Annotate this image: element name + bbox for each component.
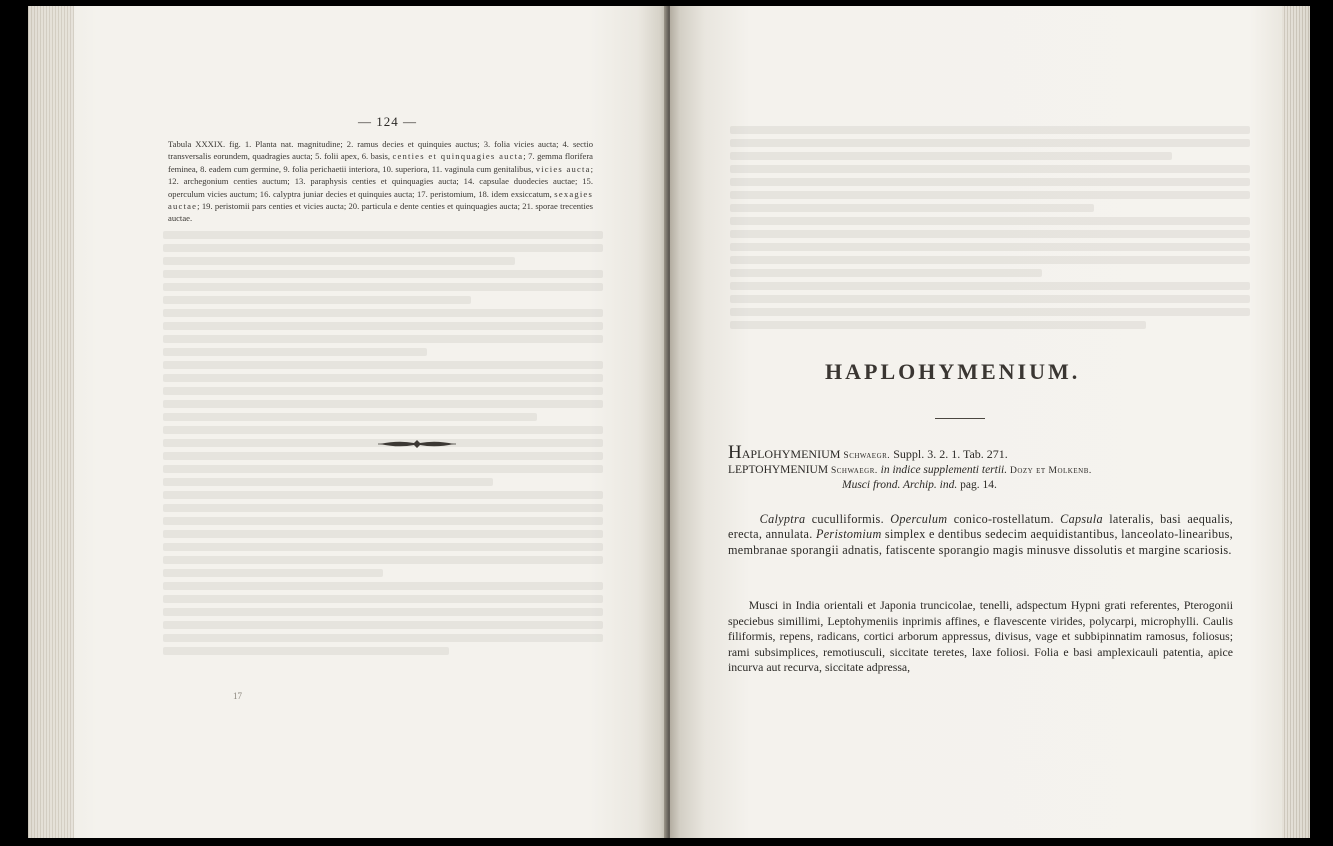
genus-description: Calyptra cuculliformis. Operculum conico-rostellatum. Capsula lateralis, basi aequalis, erecta, annulata. Peristomium simplex e dentibus sedecim aequidistantibus, lanceolato-linearibus, membranae sporangii adnatis, fatiscente sporangio magis minusve dissolutis et margine scariosis. (728, 512, 1233, 557)
page-number: — 124 — (358, 114, 417, 129)
page-edges-left (28, 6, 74, 838)
synonym-line: LEPTOHYMENIUM Schwaegr. in indice supplementi tertii. Dozy et Molkenb. (728, 464, 1092, 476)
nomenclature-entry (728, 442, 1238, 492)
signature-mark: 17 (233, 691, 242, 701)
genus-line: HAPLOHYMENIUM Schwaegr. Suppl. 3. 2. 1. Tab. 271. (728, 442, 1008, 463)
right-page (670, 6, 1310, 838)
genus-body-text: Musci in India orientali et Japonia truncicolae, tenelli, adspectum Hypni grati referentes, Pterogonii speciebus simillimi, Leptohymeniis inprimis affines, e flavescente virides, polycarpi, microphylli. Caulis filiformis, repens, radicans, cortici arborum appressus, divisus, vage et subbipinnatim ramosus, foliosus; rami subsimplices, remotiusculi, siccitate teretes, laxe foliosi. Folia e basi amplexicauli patentia, apice incurva aut recurva, siccitate adpressa, (728, 598, 1234, 675)
left-page (28, 6, 668, 838)
genus-title: HAPLOHYMENIUM. (825, 359, 1081, 384)
page-edges-right (1282, 6, 1310, 838)
reference-line: Musci frond. Archip. ind. pag. 14. (842, 479, 997, 491)
title-rule (935, 418, 985, 419)
show-through-text (730, 126, 1250, 334)
plate-caption: Tabula XXXIX. fig. 1. Planta nat. magnitudine; 2. ramus decies et quinquies auctus; 3. folia vicies aucta; 4. sectio transversalis eorundem, quadragies aucta; 5. folii apex, 6. basis, centies et quinquagies aucta; 7. gemma florifera feminea, 8. eadem cum germine, 9. folia perichaetii interiora, 10. superiora, 11. vaginula cum genitalibus, vicies aucta; 12. archegonium centies auctum; 13. paraphysis centies et quinquagies aucta; 14. capsulae duodecies auctae; 15. operculum vicies auctum; 16. calyptra juniar decies et quinquies aucta; 17. peristomium, 18. idem exsiccatum, sexagies auctae; 19. peristomii pars centies et vicies aucta; 20. particula e dente centies et quinquagies aucta; 21. sporae trecenties auctae. (168, 139, 593, 224)
open-book (28, 6, 1310, 838)
ornament-divider (378, 438, 456, 450)
